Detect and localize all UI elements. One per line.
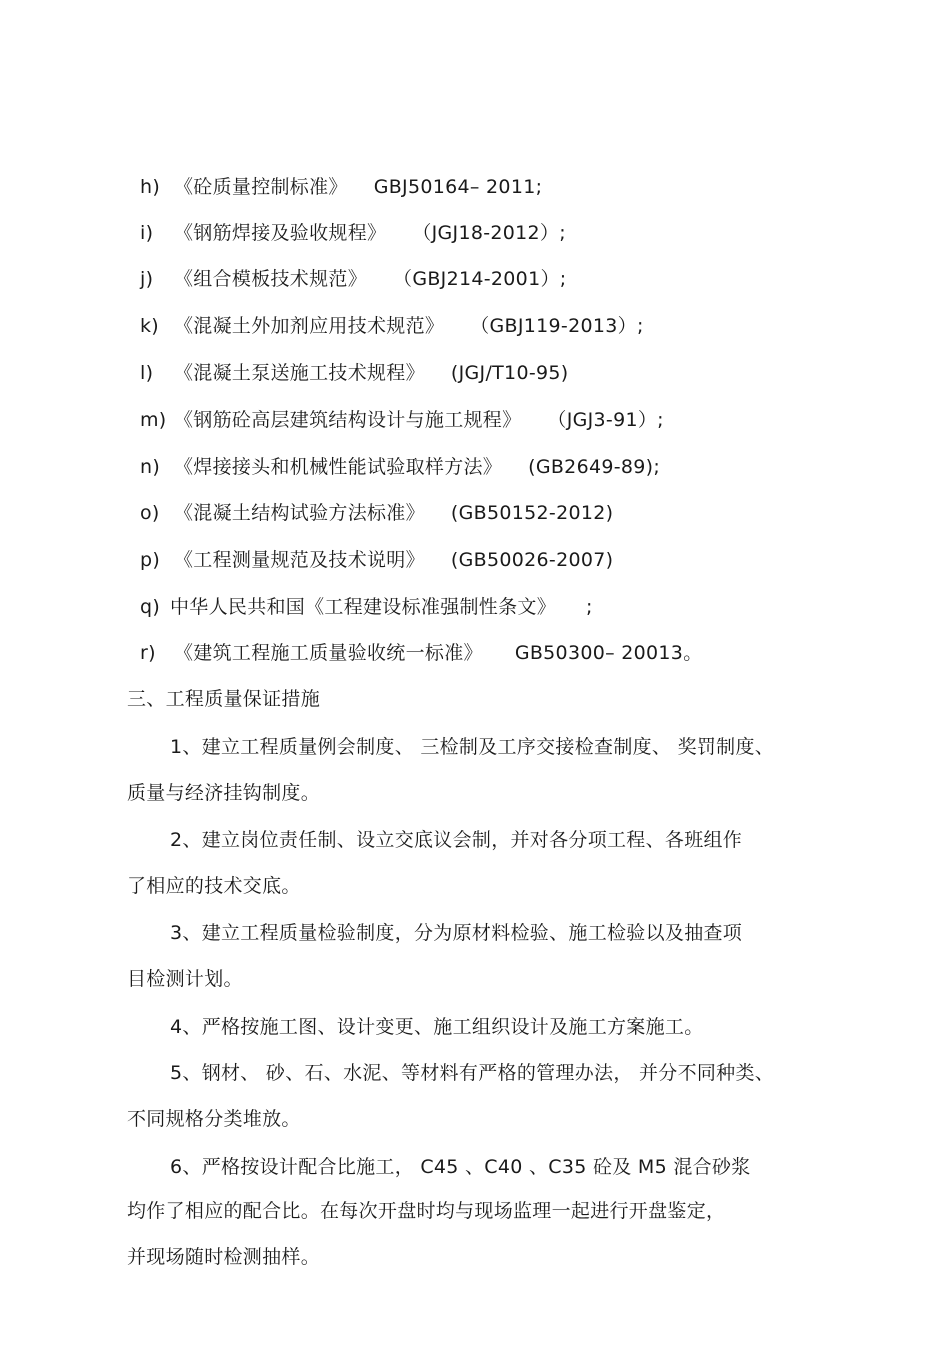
reference-title: 《钢筋焊接及验收规程》 [174, 222, 387, 244]
paragraph-line: 3、建立工程质量检验制度，分为原材料检验、施工检验以及抽查项 [170, 922, 743, 944]
paragraph-line: 1、建立工程质量例会制度、 三检制及工序交接检查制度、 奖罚制度、 [170, 736, 775, 758]
reference-label: m) [140, 409, 167, 431]
paragraph-line: 不同规格分类堆放。 [127, 1108, 301, 1130]
reference-title: 《混凝土外加剂应用技术规范》 [174, 315, 445, 337]
reference-item-p [140, 548, 613, 572]
paragraph-line: 了相应的技术交底。 [127, 875, 301, 897]
reference-item-o [140, 501, 613, 525]
reference-title: 《建筑工程施工质量验收统一标准》 [174, 642, 483, 664]
reference-title: 《焊接接头和机械性能试验取样方法》 [174, 456, 503, 478]
reference-code: （GBJ214-2001）; [393, 268, 567, 290]
reference-item-l [140, 361, 568, 385]
reference-label: q) [140, 596, 161, 618]
reference-code: (GB2649-89); [528, 456, 661, 478]
reference-label: j) [140, 268, 154, 290]
reference-label: i) [140, 222, 154, 244]
reference-code: (GB50152-2012) [450, 502, 614, 524]
reference-code: ; [586, 596, 593, 618]
reference-title: 《工程测量规范及技术说明》 [174, 549, 425, 571]
reference-item-h [140, 175, 542, 199]
paragraph-line: 质量与经济挂钩制度。 [127, 782, 321, 804]
reference-title: 《混凝土泵送施工技术规程》 [174, 362, 425, 384]
reference-code: （JGJ3-91）; [547, 409, 664, 431]
reference-title: 《砼质量控制标准》 [174, 176, 348, 198]
reference-label: l) [140, 362, 154, 384]
reference-code: (JGJ/T10-95) [450, 362, 569, 384]
reference-item-q [140, 595, 593, 619]
paragraph-line: 均作了相应的配合比。在每次开盘时均与现场监理一起进行开盘鉴定， [127, 1200, 726, 1222]
paragraph-line: 4、严格按施工图、设计变更、施工组织设计及施工方案施工。 [170, 1016, 704, 1038]
reference-code: (GB50026-2007) [450, 549, 614, 571]
reference-item-k [140, 314, 644, 338]
reference-code: GBJ50164– 2011; [373, 176, 543, 198]
reference-label: n) [140, 456, 161, 478]
reference-label: p) [140, 549, 161, 571]
paragraph-line: 并现场随时检测抽样。 [127, 1246, 321, 1268]
reference-label: h) [140, 176, 161, 198]
paragraph-line: 2、建立岗位责任制、设立交底议会制，并对各分项工程、各班组作 [170, 829, 743, 851]
reference-item-i [140, 221, 566, 245]
reference-label: r) [140, 642, 156, 664]
reference-title: 《混凝土结构试验方法标准》 [174, 502, 425, 524]
reference-item-n [140, 455, 660, 479]
reference-item-j [140, 267, 566, 291]
reference-title: 《组合模板技术规范》 [174, 268, 368, 290]
reference-code: （GBJ119-2013）; [470, 315, 644, 337]
paragraph-line: 6、严格按设计配合比施工， C45 、C40 、C35 砼及 M5 混合砂浆 [170, 1156, 751, 1178]
reference-item-m [140, 408, 664, 432]
reference-title: 中华人民共和国《工程建设标准强制性条文》 [170, 596, 557, 618]
reference-code: GB50300– 20013。 [514, 642, 703, 664]
paragraph-line: 5、钢材、 砂、石、水泥、等材料有严格的管理办法， 并分不同种类、 [170, 1062, 775, 1084]
section-heading: 三、工程质量保证措施 [127, 688, 321, 710]
reference-item-r [140, 641, 703, 665]
reference-label: k) [140, 315, 160, 337]
reference-code: （JGJ18-2012）; [412, 222, 566, 244]
reference-label: o) [140, 502, 160, 524]
paragraph-line: 目检测计划。 [127, 968, 243, 990]
reference-title: 《钢筋砼高层建筑结构设计与施工规程》 [174, 409, 522, 431]
